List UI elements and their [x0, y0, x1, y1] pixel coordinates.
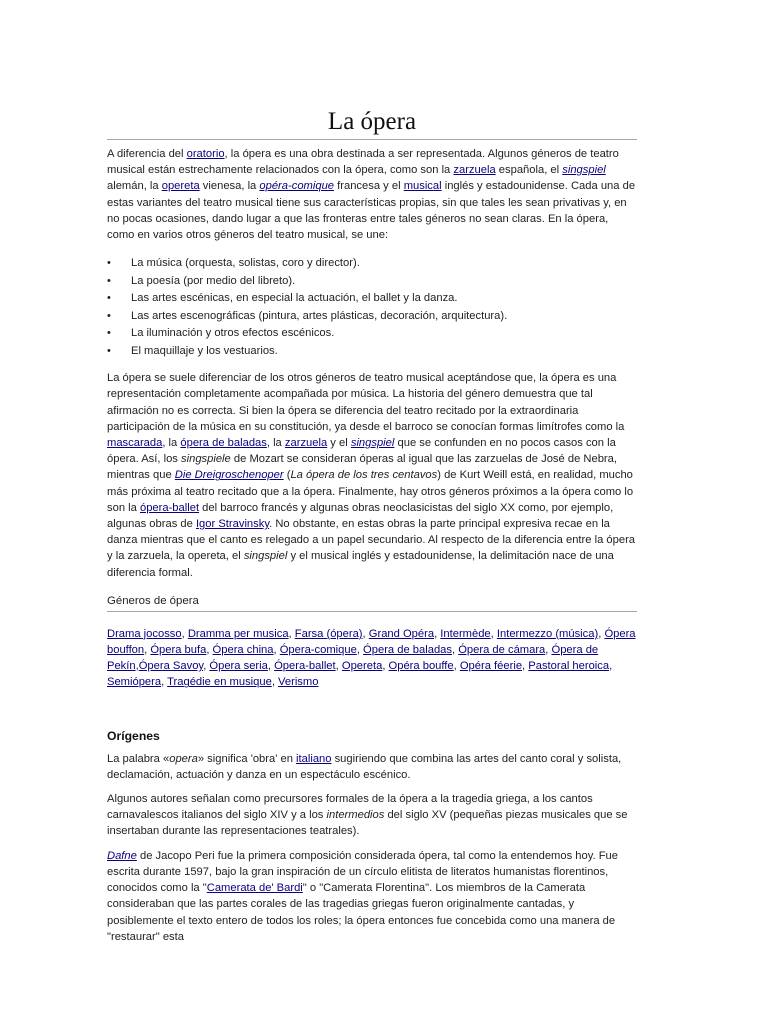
bullet-icon: • [107, 274, 111, 287]
link-zarzuela[interactable]: zarzuela [284, 437, 328, 450]
genre-link[interactable]: Intermède [440, 627, 491, 640]
text-span: alemán, la [107, 180, 162, 193]
link-singspiel[interactable] [351, 437, 395, 449]
text-span: francesa y el [334, 180, 404, 193]
link-opera-comique-text: opéra-comique [259, 180, 335, 193]
genre-link[interactable]: Ópera de baladas [363, 644, 452, 657]
genre-link[interactable]: Grand Opéra [368, 627, 435, 640]
genre-link[interactable]: Opéra bouffe [388, 660, 454, 673]
genre-link[interactable]: Ópera bouffon [107, 627, 636, 657]
genre-link[interactable]: Pastoral heroica [528, 660, 610, 673]
italic-term: singspiele [181, 453, 231, 466]
list-item [107, 290, 637, 308]
text-span: , la [162, 437, 181, 450]
link-singspiel-text: singspiel [562, 164, 606, 177]
link-opera-comique[interactable] [259, 180, 334, 192]
bullet-icon: • [107, 327, 111, 340]
link-mascarada[interactable]: mascarada [107, 437, 163, 450]
elements-list [107, 255, 637, 360]
list-item [107, 325, 637, 343]
genre-link[interactable]: Ópera china [212, 644, 274, 657]
list-item-text: La poesía (por medio del libreto). [131, 274, 296, 287]
list-item [107, 255, 637, 273]
text-span: inglés y estadounidense. Cada una de estas variantes del teatro musical tiene sus características propias, sin que tales les sean privativas y, en no pocas ocasiones, dando lugar a que las fronteras entre tales géneros no sean claras. En la ópera, como en varios otros géneros del teatro musical, se une: [107, 180, 636, 242]
bullet-icon: • [107, 292, 111, 305]
genres-section-title: Géneros de ópera [107, 595, 637, 612]
origins-paragraph-1 [107, 751, 637, 783]
text-span: de Mozart se consideran óperas al igual que las zarzuelas de José de Nebra, mientras que [107, 453, 617, 482]
list-item-text: La música (orquesta, solistas, coro y director). [131, 257, 360, 270]
genre-link[interactable]: Ópera-comique [279, 644, 357, 657]
text-span: A diferencia del [107, 148, 187, 160]
genre-link[interactable]: Drama jocosso [107, 627, 182, 640]
text-span: ) de Kurt Weill está, en realidad, mucho más próxima al teatro recitado que a la ópera. Finalmente, hay otros géneros próximos a la ópera como lo son la [107, 469, 634, 514]
text-span: Algunos autores señalan como precursores formales de la ópera a la tragedia griega, a los cantos carnavalescos italianos del siglo XIV y a los [107, 793, 593, 822]
link-oratorio[interactable]: oratorio [186, 148, 225, 160]
origins-paragraph-2 [107, 791, 637, 840]
text-span: del barroco francés y algunas obras neoclasicistas del siglo XX como, por ejemplo, algunas obras de [107, 501, 614, 531]
list-item [107, 308, 637, 326]
text-span: española, el [495, 164, 563, 177]
page-title: La ópera [107, 108, 637, 140]
list-item-text: Las artes escénicas, en especial la actuación, el ballet y la danza. [131, 292, 458, 305]
text-span: La palabra « [107, 752, 170, 765]
text-span: de Jacopo Peri fue la primera composición considerada ópera, tal como la entendemos hoy. Fue escrita durante 1597, bajo la gran inspiración de un círculo elitista de literatos humanistas florentinos, conocidos como la " [107, 849, 618, 895]
bullet-icon: • [107, 257, 111, 270]
bullet-icon: • [107, 344, 111, 357]
italic-term: La ópera de los tres centavos [290, 469, 438, 482]
link-dreigroschenoper-text: Die Dreigroschenoper [174, 469, 284, 482]
text-span: vienesa, la [199, 180, 260, 193]
genres-list: Drama jocosso, Dramma per musica, Farsa (ópera), Grand Opéra, Intermède, Intermezzo (música), Ópera bouffon, Ópera bufa, Ópera china, Ópera-comique, Ópera de baladas, Ópera de cámara, Ópera de Pekín,Ópera Savoy, Ópera seria, Ópera-ballet, Opereta, Opéra bouffe, Opéra féerie, Pastoral heroica, Semiópera, Tragédie en musique, Verismo [107, 627, 636, 689]
italic-term: singspiel [243, 550, 288, 563]
text-span: , la ópera es una obra destinada a ser representada. Algunos géneros de teatro musical están estrechamente relacionados con la ópera, como son la [107, 148, 619, 177]
distinction-paragraph [107, 370, 637, 581]
genre-link[interactable]: Opéra féerie [459, 660, 523, 673]
link-dafne[interactable] [107, 850, 137, 862]
text-span: y el musical inglés y estadounidense, la delimitación nace de una diferencia formal. [107, 550, 614, 579]
link-die-dreigroschenoper[interactable] [175, 469, 284, 481]
list-item [107, 273, 637, 291]
origins-heading: Orígenes [107, 728, 160, 743]
genre-link[interactable]: Opereta [341, 660, 383, 673]
genre-link[interactable]: Ópera de cámara [458, 644, 546, 657]
text-span: y el [327, 437, 351, 450]
link-opereta[interactable]: opereta [161, 180, 200, 193]
link-musical[interactable]: musical [403, 180, 442, 193]
list-item-text: La iluminación y otros efectos escénicos. [131, 327, 335, 340]
italic-term: opera [169, 752, 198, 765]
genre-link[interactable]: Ópera de Pekín [107, 644, 599, 673]
genre-link[interactable]: Farsa (ópera) [294, 627, 363, 640]
link-singspiel[interactable] [562, 164, 606, 176]
link-zarzuela[interactable]: zarzuela [453, 164, 496, 177]
text-span: La ópera se suele diferenciar de los otros géneros de teatro musical aceptándose que, la ópera es una representación completamente acompañada por música. La historia del género demuestra que tal afirmación no es correcta. Si bien la ópera se diferencia del teatro recitado por la extraordinaria participación de la música en su constitución, ya desde el barroco se conocían formas limítrofes como la [107, 372, 625, 433]
link-opera-de-baladas[interactable]: ópera de baladas [180, 437, 267, 450]
genre-link[interactable]: Intermezzo (música) [496, 627, 599, 640]
text-span: del siglo XV (pequeñas piezas musicales que se insertaban durante las representaciones teatrales). [107, 809, 628, 838]
genre-link[interactable]: Semiópera [107, 676, 162, 689]
genre-link[interactable]: Tragédie en musique [167, 676, 272, 689]
genre-link[interactable]: Verismo [278, 676, 319, 689]
origins-paragraph-3 [107, 848, 637, 945]
link-igor-stravinsky[interactable]: Igor Stravinsky [195, 518, 270, 531]
bullet-icon: • [107, 309, 111, 322]
genre-link[interactable]: Ópera bufa [150, 644, 207, 657]
list-item-text: El maquillaje y los vestuarios. [131, 344, 278, 357]
link-singspiel-text: singspiel [350, 437, 395, 450]
text-span: que se confunden en no pocos casos con la ópera. Así, los [107, 437, 616, 466]
list-item-text: Las artes escenográficas (pintura, artes plásticas, decoración, arquitectura). [131, 309, 508, 322]
genre-link[interactable]: Ópera-ballet [274, 660, 336, 673]
link-camerata-de-bardi[interactable]: Camerata de' Bardi [206, 882, 303, 895]
text-span: ( [283, 469, 291, 482]
document-page [107, 108, 637, 951]
list-item [107, 343, 637, 361]
genre-link[interactable]: Dramma per musica [187, 627, 289, 640]
link-italiano[interactable]: italiano [296, 752, 332, 765]
genre-link[interactable]: Ópera seria [209, 660, 268, 673]
link-dafne-text: Dafne [107, 849, 137, 862]
intro-paragraph [107, 146, 637, 243]
text-span: , la [266, 437, 285, 450]
text-span: " o "Camerata Florentina". Los miembros de la Camerata consideraban que las partes corales de las tragedias griegas fueron originalmente cantadas, y posiblemente el texto entero de todos los roles; la ópera entonces fue concebida como una manera de "restaurar" esta [107, 882, 616, 943]
text-span: sugiriendo que combina las artes del canto coral y solista, declamación, actuación y danza en un espectáculo escénico. [107, 752, 622, 781]
link-opera-ballet[interactable]: ópera-ballet [139, 501, 200, 514]
genre-link[interactable]: Ópera Savoy [138, 660, 204, 673]
italic-term: intermedios [326, 809, 385, 822]
text-span: . No obstante, en estas obras la parte principal expresiva recae en la danza mientras que el canto es relegado a un papel secundario. Al respecto de la diferencia entre la ópera y la zarzuela, la opereta, el [107, 518, 636, 563]
text-span: » significa 'obra' en [197, 752, 297, 765]
